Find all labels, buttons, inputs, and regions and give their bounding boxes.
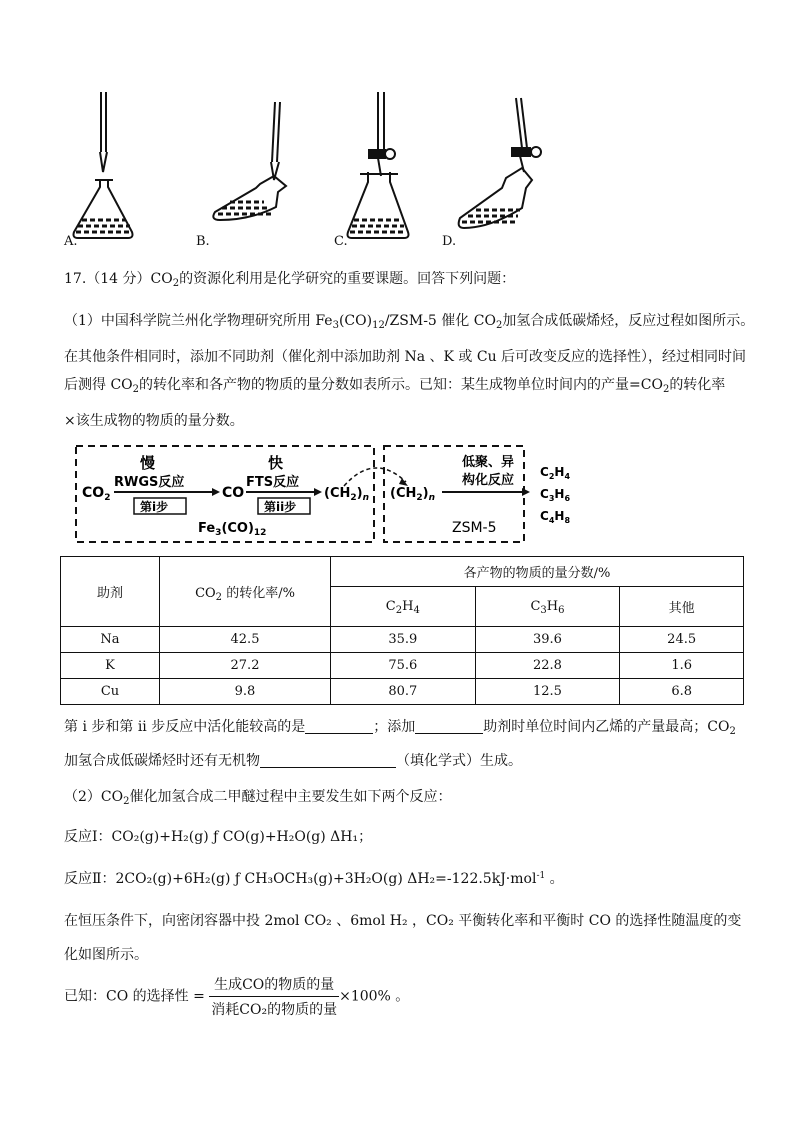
product-c4h8: $C_4H_8$: [540, 509, 571, 525]
part1-line1: （1）中国科学院兰州化学物理研究所用 $Fe_3(CO)_{12}/ZSM-5$ 催化 $CO_2$加氢合成低碳烯烃，反应过程如图所示。: [64, 313, 755, 331]
flask-c-drawing: [348, 92, 409, 238]
selectivity-definition: 已知：CO 的选择性 = $\frac{\text{生成CO的物质的量}}{\text{消耗CO₂的物质的量}}$ ×100% 。: [64, 974, 409, 1019]
oligo-label-1: 低聚、异: [462, 455, 515, 470]
step1-label: 第i步: [140, 500, 169, 514]
header-c2h4: $C_2H_4$: [331, 587, 476, 627]
header-additive: 助剂: [61, 557, 160, 627]
zsm-label: ZSM-5: [452, 520, 497, 536]
part1-line3: 后测得 $CO_2$的转化率和各产物的物质的量分数如表所示。已知：某生成物单位时间内的产量$=CO_2$的转化率: [64, 377, 726, 395]
ch2n-left: $(CH_2)_n$: [324, 486, 370, 503]
answer-blank-1[interactable]: [305, 719, 373, 734]
flask-label-d: D.: [442, 234, 457, 249]
flask-b-drawing: [213, 102, 286, 220]
header-fraction: 各产物的物质的量分数/%: [331, 557, 744, 587]
co-middle: CO: [222, 485, 245, 501]
data-table: [60, 556, 744, 705]
question-header: 17.（14 分）$CO_2$的资源化利用是化学研究的重要课题。回答下列问题：: [64, 271, 516, 289]
flask-d-drawing: [459, 98, 541, 228]
fill-line2: 加氢合成低碳烯烃时还有无机物 （填化学式）生成。: [64, 753, 522, 769]
answer-blank-3[interactable]: [260, 753, 396, 768]
fill-line1: 第 i 步和第 ii 步反应中活化能较高的是 ；添加 助剂时单位时间内乙烯的产量最高；$CO_2$: [64, 719, 736, 737]
ch2n-right: $(CH_2)_n$: [390, 486, 436, 503]
oligo-label-2: 构化反应: [462, 473, 515, 488]
flask-label-b: B.: [196, 234, 210, 249]
flask-figure: [60, 92, 560, 252]
part1-line4: ×该生成物的物质的量分数。: [64, 413, 244, 429]
co2-start: $CO_2$: [82, 485, 111, 503]
condition-line2: 化如图所示。: [64, 947, 148, 963]
product-c2h4: $C_2H_4$: [540, 465, 571, 481]
slow-label: 慢: [140, 454, 156, 472]
answer-blank-2[interactable]: [415, 719, 483, 734]
flask-label-c: C.: [334, 234, 348, 249]
catalyst-label: $Fe_3(CO)_{12}$: [198, 521, 267, 538]
reaction-2: 反应Ⅱ：2CO₂(g)+6H₂(g) ƒ CH₃OCH₃(g)+3H₂O(g) ΔH₂=-122.5kJ·mol$^{-1}$ 。: [64, 871, 564, 887]
header-c3h6: $C_3H_6$: [475, 587, 620, 627]
header-other: 其他: [620, 587, 744, 627]
fast-label: 快: [268, 454, 284, 472]
table-row: Na 42.5 35.9 39.6 24.5: [61, 627, 744, 653]
reaction-diagram: [74, 442, 594, 548]
header-conversion: $CO_2$ 的转化率/%: [160, 557, 331, 627]
rwgs-label: RWGS反应: [114, 475, 185, 490]
condition-line1: 在恒压条件下，向密闭容器中投 2mol CO₂ 、6mol H₂ ，CO₂ 平衡转化率和平衡时 CO 的选择性随温度的变: [64, 913, 742, 929]
fts-label: FTS反应: [246, 475, 300, 490]
flask-a-drawing: [74, 92, 133, 238]
part1-line2: 在其他条件相同时，添加不同助剂（催化剂中添加助剂 Na 、K 或 Cu 后可改变反应的选择性），经过相同时间: [64, 349, 747, 365]
part2-intro: $(2)CO_2$催化加氢合成二甲醚过程中主要发生如下两个反应：: [64, 789, 452, 807]
selectivity-fraction: $\frac{\text{生成CO的物质的量}}{\text{消耗CO₂的物质的量}}$: [209, 974, 339, 1019]
flask-label-a: A.: [64, 234, 78, 249]
table-row: K 27.2 75.6 22.8 1.6: [61, 653, 744, 679]
table-row: Cu 9.8 80.7 12.5 6.8: [61, 679, 744, 705]
reaction-1: 反应Ⅰ：CO₂(g)+H₂(g) ƒ CO(g)+H₂O(g) ΔH₁；: [64, 829, 373, 845]
product-c3h6: $C_3H_6$: [540, 487, 571, 503]
step2-label: 第ii步: [264, 500, 297, 514]
